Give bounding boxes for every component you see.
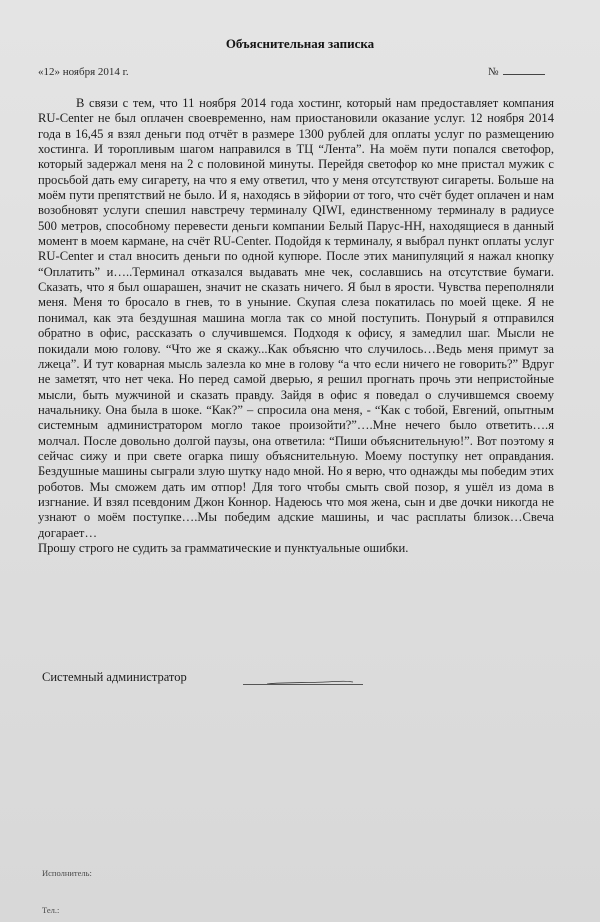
document-number (488, 66, 545, 78)
document-date: «12» ноября 2014 г. (38, 66, 129, 78)
body-paragraph-closing: Прошу строго не судить за грамматические и пунктуальные ошибки. (38, 540, 409, 555)
number-blank-line (503, 74, 545, 75)
signature-role: Системный администратор (42, 670, 187, 684)
document-body (38, 96, 554, 556)
signature-line (243, 684, 363, 685)
document-title: Объяснительная записка (225, 36, 375, 51)
phone-label: Тел.: (42, 905, 60, 915)
number-label: № (488, 66, 499, 78)
body-paragraph-main: В связи с тем, что 11 ноября 2014 года хостинг, который нам предоставляет компания RU-Center не был оплачен своевременно, нам приостановили оказание услуг. 12 ноября 2014 года в 16,45 я взял деньги под отчёт в размере 1300 рублей для оплаты услуг по размещению хостинга. И торопливым шагом направился в ТЦ “Лента”. На моём пути попался светофор, который задержал меня на 2 с половиной минуты. Перейдя светофор ко мне пристал мужик с просьбой дать ему сигарету, на что я ему ответил, что у меня отсутствуют сигареты. Больше на моём пути препятствий не было. И я, находясь в эйфории от того, что счёт будет оплачен и нам возобновят услуги спешил навстречу терминалу QIWI, единственному терминалу в радиусе 500 метров, способному перевести деньги компании Белый Парус-НН, находящиеся в данный момент в моем кармане, на счёт RU-Center. Подойдя к терминалу, я выбрал пункт оплаты услуг RU-Center и стал вносить деньги по одной купюре. После этих манипуляций я нажал кнопку “Оплатить” и…..Терминал отказался выдавать мне чек, сославшись на отсутствие бумаги. Сказать, что я был ошарашен, значит не сказать ничего. Я был в ярости. Чувства переполняли меня. Меня то бросало в гнев, то в уныние. Скупая слеза покатилась по моей щеке. Я не понимал, как эта бездушная машина могла так со мной поступить. Понурый я отправился обратно в офис, рассказать о случившемся. Подходя к офису, я замедлил шаг. Мысли не покидали мою голову. “Что же я скажу...Как объясню что случилось…Ведь меня примут за лжеца”. И тут коварная мысль залезла ко мне в голову “а что если ничего не говорить?” Вдруг не заметят, что нет чека. Но перед самой дверью, я решил прогнать прочь эти непристойные мысли, быть мужчиной и сказать правду. Зайдя в офис я поведал о случившемся своему начальнику. Она была в шоке. “Как?” – спросила она меня, - “Как с тобой, Евгений, опытным системным администратором могло такое произойти?”….Мне нечего было ответить….я молчал. После довольно долгой паузы, она ответила: “Пиши объяснительную!”. Вот поэтому я сейчас сижу и при свете огарка пишу объяснительную. Моему поступку нет оправдания. Бездушные машины сыграли злую шутку надо мной. Но я верю, что однажды мы победим этих роботов. Мы сможем дать им отпор! Для того чтобы смыть свой позор, я ушёл из дома в изгнание. И взял псевдоним Джон Коннор. Надеюсь что моя жена, сын и две дочки никогда не узнают о моём поступке….Мы победим адские машины, и час расплаты близок…Свеча догарает… (38, 96, 554, 540)
executor-label: Исполнитель: (42, 868, 92, 878)
